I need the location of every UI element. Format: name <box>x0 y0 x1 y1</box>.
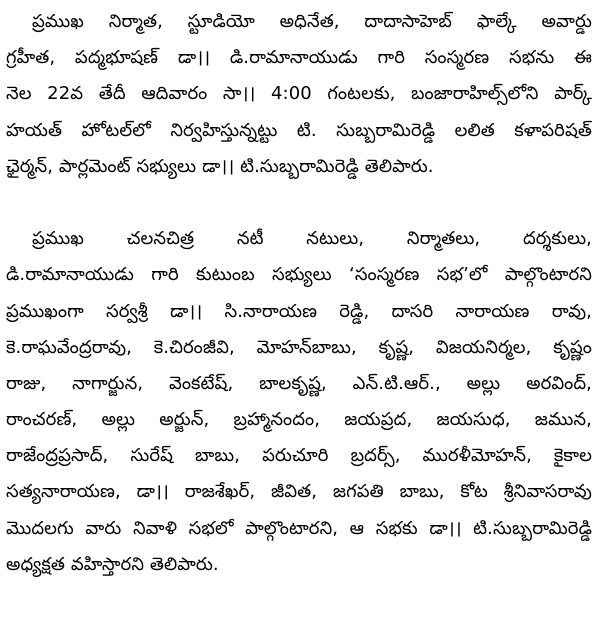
text-line: రాంచరణ్, అల్లు అర్జున్, బ్రహ్మానందం, జయప్రద, జయసుధ, జమున, <box>6 409 592 431</box>
text-line: రాజేంద్రప్రసాద్, సురేష్ బాబు, పరుచూరి బ్రదర్స్, మురళీమోహన్, కైకాల <box>6 445 592 467</box>
text-line: రాజు, నాగార్జున, వెంకటేష్, బాలకృష్ణ, ఎన్.టి.ఆర్., అల్లు అరవింద్, <box>6 372 592 394</box>
text-line: ప్రముఖ నిర్మాత, స్టూడియో అధినేత, దాదాసాహెబ్ ఫాల్కే అవార్డు <box>32 11 592 32</box>
text-line: డి.రామానాయుడు గారి కుటుంబ సభ్యులు ‘సంస్మరణ సభ’లో పాల్గొంటారని <box>6 264 592 286</box>
text-line: కె.రాఘవేంద్రరావు, కె.చిరంజీవి, మోహన్‌బాబు, కృష్ణ, విజయనిర్మల, కృష్ణం <box>6 336 592 358</box>
text-line: హయత్ హోటల్‌లో నిర్వహిస్తున్నట్టు టి. సుబ్బరామిరెడ్డి లలిత కళాపరిషత్ <box>6 119 592 141</box>
text-line: అధ్యక్షత వహిస్తారని తెలిపారు. <box>6 553 219 575</box>
text-line: నెల 22వ తేదీ ఆదివారం సా।। 4:00 గంటలకు, బంజారాహిల్స్‌లోని పార్క్ <box>6 83 592 105</box>
text-line: ఛైర్మన్, పార్లమెంట్ సభ్యులు డా।। టి.సుబ్బరామిరెడ్డి తెలిపారు. <box>6 155 434 177</box>
paragraph-spacer <box>6 185 592 221</box>
text-line: సత్యనారాయణ, డా।। రాజశేఖర్, జీవిత, జగపతి బాబు, కోట శ్రీనివాసరావు <box>6 481 592 503</box>
text-line: మొదలగు వారు నివాళి సభలో పాల్గొంటారని, ఆ సభకు డా।। టి.సుబ్బరామిరెడ్డి <box>6 517 592 539</box>
paragraph-attendees-list <box>6 221 592 583</box>
text-line: ప్రముఖ చలనచిత్ర నటీ నటులు, నిర్మాతలు, దర్శకులు, <box>32 228 592 250</box>
paragraph-memorial-meeting-announcement <box>6 4 592 185</box>
text-line: గ్రహీత, పద్మభూషణ్ డా।। డి.రామానాయుడు గారి సంస్మరణ సభను ఈ <box>6 47 592 69</box>
text-line: ప్రముఖంగా సర్వశ్రీ డా।। సి.నారాయణ రెడ్డి, దాసరి నారాయణ రావు, <box>6 300 592 322</box>
